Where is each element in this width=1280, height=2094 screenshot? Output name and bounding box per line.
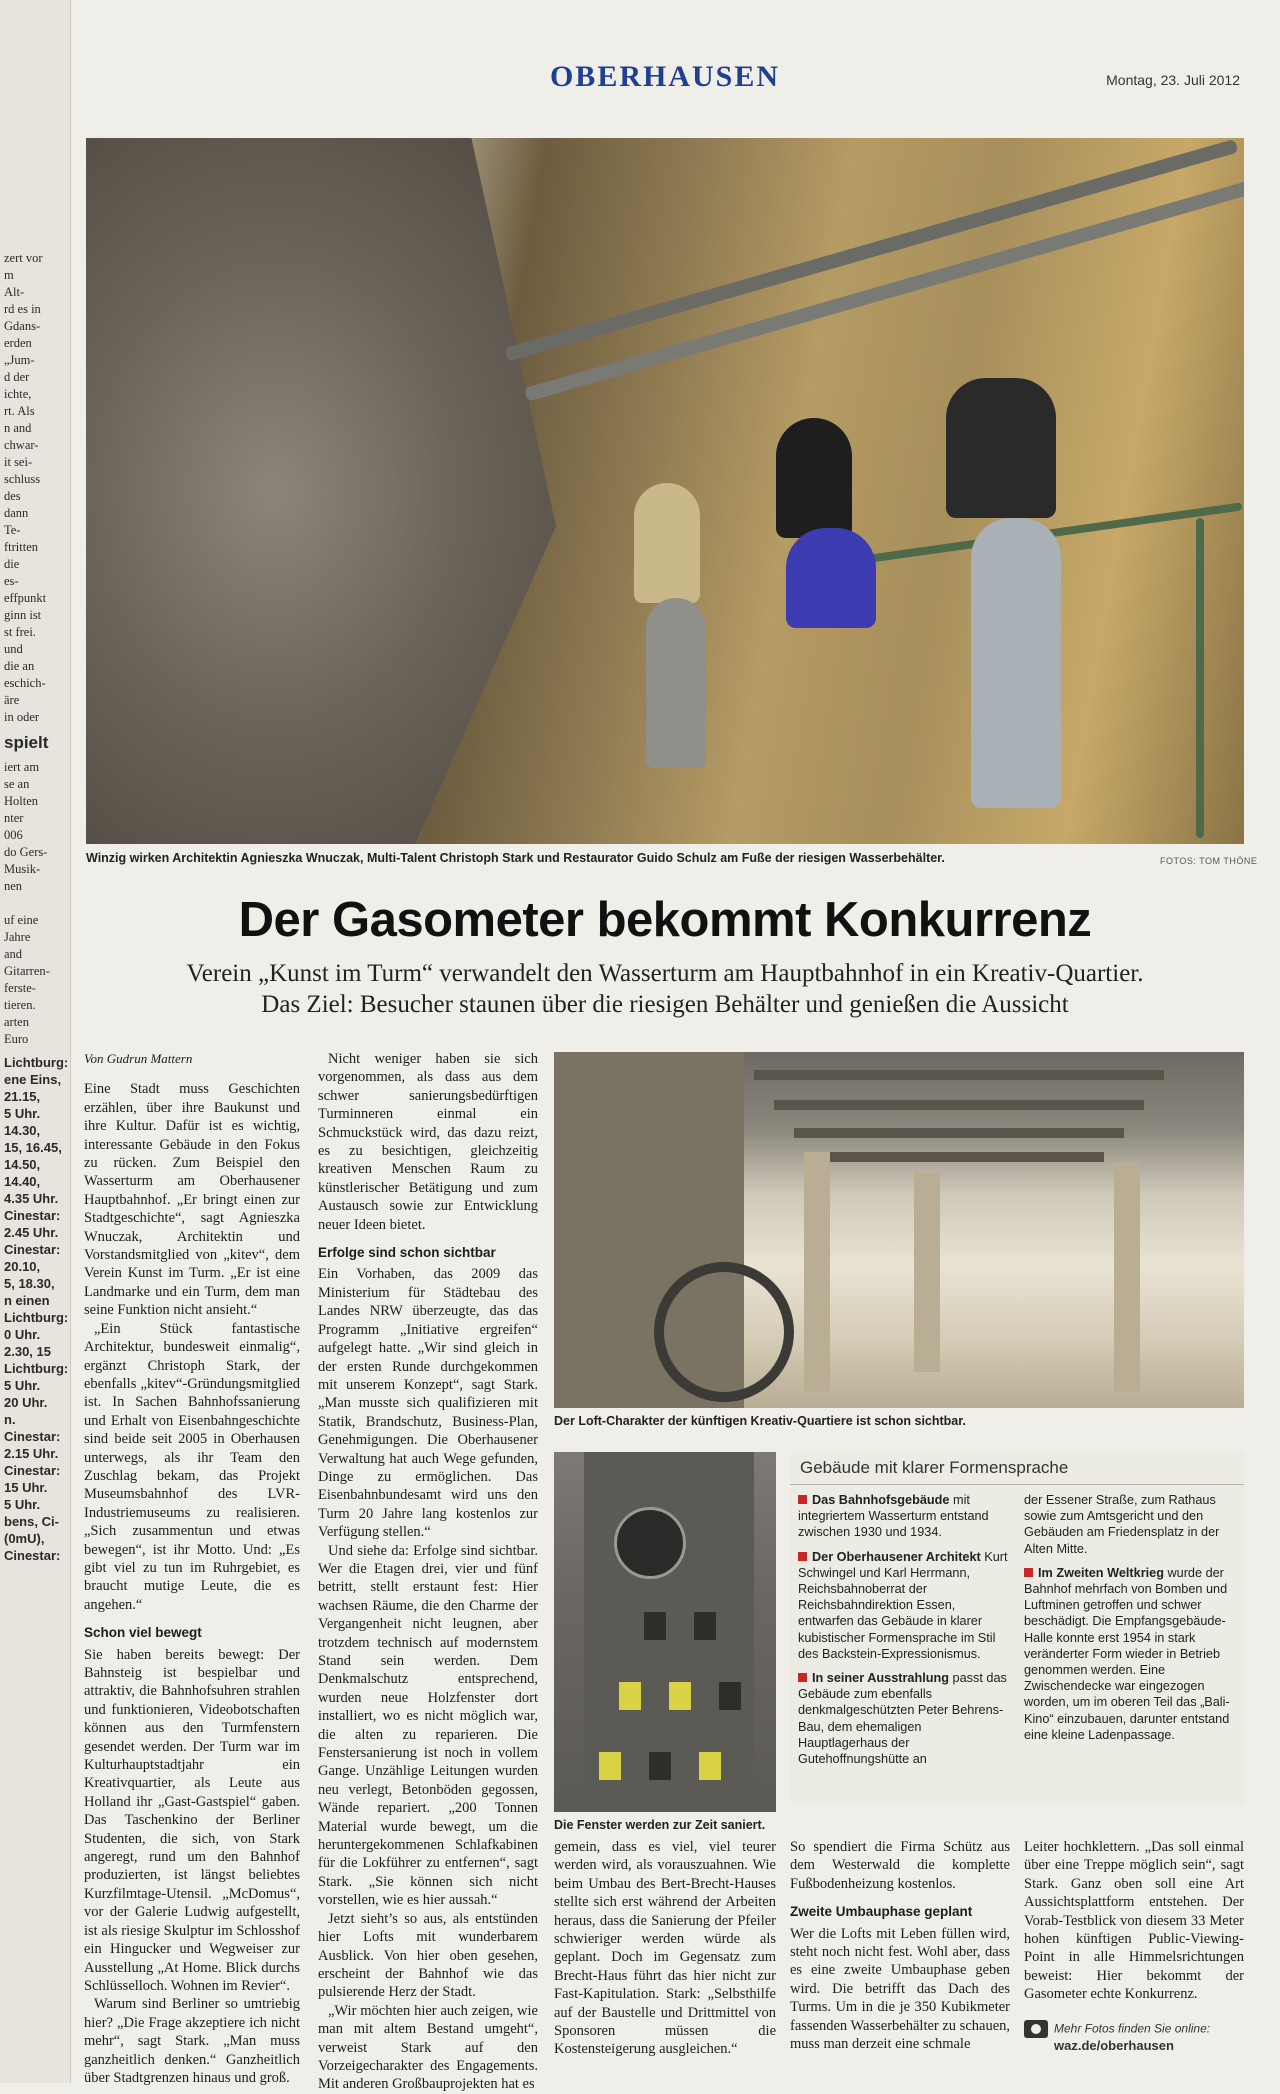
paragraph: Warum sind Berliner so umtriebig hier? „Die Frage akzeptiere ich nicht mehr“, sagt Stark. „Man muss ganzheitlich denken.“ Ganzheitlich über Stadtgrenzen hinaus und groß.: [84, 1996, 300, 2086]
edge-text-fragment: Lichtburg:: [4, 1361, 69, 1376]
edge-text-fragment: nter: [4, 811, 24, 825]
info-column-left: [798, 1492, 1010, 1775]
edge-text-fragment: ftritten: [4, 540, 39, 554]
edge-text-fragment: Te-: [4, 523, 21, 537]
edge-text-fragment: n.: [4, 1412, 16, 1427]
person-agnieszka-legs: [646, 598, 706, 768]
headline: Der Gasometer bekommt Konkurrenz: [238, 893, 1092, 947]
more-photos-label: Mehr Fotos finden Sie online:: [1054, 2021, 1211, 2036]
edge-text-fragment: 4.35 Uhr.: [4, 1191, 59, 1206]
edge-text-fragment: and: [4, 947, 23, 961]
paragraph: Und siehe da: Erfolge sind sichtbar. Wer die Etagen drei, vier und fünf betritt, stellt erstaunt fest: Hier wachsen Räume, die den Charme der Vergangenheit nicht leugnen, aber trotzdem technisch auf modernstem Stand sein werden. Dem Denkmalschutz entsprechend, wurden neue Holzfenster dort installiert, wo es nicht möglich war, die alten zu reparieren. Die Fenstersanierung ist noch in vollem Gange. Unzählige Leitungen wurden neu verlegt, Betonböden gegossen, Wände repariert. „200 Tonnen Material wurde bewegt, um die heruntergekommenen Schlafkabinen für die Lokführer zu entfernen“, sagt Stark. „Sie können sich nicht vorstellen, wie es hier aussah.“: [318, 1542, 538, 1909]
edge-text-fragment: 0 Uhr.: [4, 1327, 41, 1342]
edge-text-fragment: (0mU),: [4, 1531, 45, 1546]
edge-text-fragment: Jahre: [4, 930, 31, 944]
article-column-5: [1024, 1838, 1244, 2004]
camera-icon: [1024, 2020, 1048, 2038]
edge-text-fragment: in oder: [4, 710, 40, 724]
article-column-2: [318, 1050, 538, 2094]
paragraph: „Wir möchten hier auch zeigen, wie man mit altem Bestand umgeht“, verweist Stark auf den Vorzeigecharakter des Engagements. Mit anderen Großbauprojekten hat es: [318, 2002, 538, 2093]
cable-coil-shape: [654, 1262, 794, 1402]
edge-text-fragment: 5 Uhr.: [4, 1497, 41, 1512]
masthead: [80, 60, 1250, 100]
edge-text-fragment: 5 Uhr.: [4, 1106, 41, 1121]
edge-text-fragment: dann: [4, 506, 29, 520]
info-item-text: Kurt Schwingel und Karl Herrmann, Reichsbahnoberrat der Reichsbahndirektion Essen, entwarfen das Gebäude in klarer kubistischer Formensprache im Stil des Backstein-Expressionismus.: [798, 1549, 1008, 1661]
tower-photo-caption: Die Fenster werden zur Zeit saniert.: [554, 1818, 766, 1832]
subhead-line-2: Das Ziel: Besucher staunen über die riesigen Behälter und genießen die Aussicht: [261, 991, 1069, 1018]
edge-text-fragment: Cinestar:: [4, 1548, 61, 1563]
edge-text-fragment: Alt-: [4, 285, 25, 299]
loft-photo-caption: Der Loft-Charakter der künftigen Kreativ-Quartiere ist schon sichtbar.: [554, 1414, 966, 1428]
edge-text-fragment: 20 Uhr.: [4, 1395, 48, 1410]
edge-text-fragment: rt. Als: [4, 404, 35, 418]
person-christoph-trousers: [786, 528, 876, 628]
edge-text-fragment: 21.15,: [4, 1089, 41, 1104]
info-item-title: Der Oberhausener Architekt: [812, 1549, 981, 1564]
edge-text-fragment: Lichtburg:: [4, 1310, 69, 1325]
edge-text-fragment: Cinestar:: [4, 1429, 61, 1444]
paragraph: Jetzt sieht’s so aus, als entstünden hier Lofts mit wunderbarem Ausblick. Von hier oben gesehen, erscheint der Bahnhof wie das pulsierende Herz der Stadt.: [318, 1910, 538, 2001]
person-guido-jeans: [971, 518, 1061, 808]
edge-text-fragment: ichte,: [4, 387, 32, 401]
edge-text-fragment: Cinestar:: [4, 1463, 61, 1478]
article-column-4: [790, 1838, 1010, 2053]
edge-fragments-2: [0, 759, 70, 1048]
edge-text-fragment: es-: [4, 574, 19, 588]
edge-text-fragment: ene Eins,: [4, 1072, 62, 1087]
info-item-title: Im Zweiten Weltkrieg: [1038, 1565, 1164, 1580]
paragraph: Eine Stadt muss Geschichten erzählen, über ihre Baukunst und ihre Kultur. Dafür ist es wichtig, interessante Gebäude in den Fokus zu rücken. Zum Beispiel den Wasserturm am Oberhausener Hauptbahnhof. „Er bringt einen zur Stadtgeschichte“, sagt Agnieszka Wnuczak, Architektin und Vorstandsmitglied von „kitev“, dem Verein Kunst im Turm. „Er ist eine Landmarke und ein Turm, dem man seine Funktion nicht ansieht.“: [84, 1081, 300, 1319]
edge-text-fragment: 2.15 Uhr.: [4, 1446, 59, 1461]
edge-text-fragment: Gitarren-: [4, 964, 50, 978]
edge-text-fragment: chwar-: [4, 438, 39, 452]
edge-text-fragment: arten: [4, 1015, 29, 1029]
section-title: OBERHAUSEN: [549, 60, 781, 93]
subhead: [86, 958, 1244, 1020]
edge-text-fragment: bens, Ci-: [4, 1514, 59, 1529]
paragraph: gemein, dass es viel, viel teurer werden wird, als vorauszuahnen. Wie beim Umbau des Bert-Brecht-Hauses stellte sich erst während der Arbeiten heraus, dass die Sanierung der Pfeiler schwieriger werden würde als geplant. Doch im Gegensatz zum Brecht-Haus führt das hier nicht zur Fast-Kapitulation. Stark: „Selbsthilfe auf der Baustelle und Drittmittel von Sponsoren müssen die Kostensteigerung ausgleichen.“: [554, 1839, 776, 2058]
edge-text-fragment: ginn ist: [4, 608, 42, 622]
edge-text-fragment: 14.40,: [4, 1174, 41, 1189]
edge-text-fragment: Cinestar:: [4, 1242, 61, 1257]
edge-listing: [0, 1054, 70, 1564]
bullet-square-icon: [798, 1495, 807, 1504]
neighbour-column-edge: [0, 0, 71, 2083]
edge-text-fragment: Lichtburg:: [4, 1055, 69, 1070]
edge-text-fragment: do Gers-: [4, 845, 48, 859]
edge-text-fragment: 2.30, 15: [4, 1344, 51, 1359]
edge-text-fragment: Euro: [4, 1032, 29, 1046]
edge-text-fragment: d der: [4, 370, 30, 384]
edge-fragments: [0, 0, 70, 726]
railing-post: [1196, 518, 1204, 838]
water-tank-shape: [86, 138, 556, 844]
edge-text-fragment: 15 Uhr.: [4, 1480, 48, 1495]
edge-text-fragment: rd es in: [4, 302, 41, 316]
edge-text-fragment: effpunkt: [4, 591, 47, 605]
edge-text-fragment: die: [4, 557, 20, 571]
edge-text-fragment: Gdans-: [4, 319, 41, 333]
paragraph: Ein Vorhaben, das 2009 das Ministerium für Städtebau des Landes NRW überzeugte, das das Programm „Initiative ergreifen“ aufgelegt hatte. „Wir sind gleich in der ersten Runde durchgekommen mit unserem Konzept“, sagt Stark. „Man musste sich qualifizieren mit Statik, Brandschutz, Business-Plan, Genehmigungen. Die Oberhausener Verwaltung hat auch Wege gefunden, Dinge zu ermöglichen. Das Eisenbahnbundesamt wird uns den Turm 20 Jahre lang kostenlos zur Verfügung stellen.“: [318, 1266, 538, 1541]
article-column-3: [554, 1838, 776, 2059]
subheading: Erfolge sind schon sichtbar: [318, 1245, 496, 1261]
paragraph: Wer die Lofts mit Leben füllen wird, steht noch nicht fest. Wohl aber, dass es eine zweite Umbauphase geben wird. Die betrifft das Dach des Turms. Um in die je 350 Kubikmeter fassenden Wasserbehälter zu schauen, muss man derzeit eine schmale: [790, 1925, 1010, 2053]
edge-text-fragment: Holten: [4, 794, 39, 808]
edge-text-fragment: se an: [4, 777, 30, 791]
info-item-text: der Essener Straße, zum Rathaus sowie zum Amtsgericht und den Gebäuden am Friedensplatz in der Alten Mitte.: [1024, 1493, 1220, 1556]
edge-text-fragment: uf eine: [4, 913, 39, 927]
info-item-text: mit integriertem Wasserturm entstand zwischen 1930 und 1934.: [798, 1493, 989, 1540]
edge-text-fragment: 006: [4, 828, 23, 842]
paragraph: So spendiert die Firma Schütz aus dem Westerwald die komplette Fußbodenheizung kostenlos.: [790, 1839, 1010, 1892]
info-box-title: Gebäude mit klarer Formensprache: [790, 1452, 1244, 1485]
edge-text-fragment: des: [4, 489, 21, 503]
person-guido-vest: [946, 378, 1056, 518]
edge-text-fragment: erden: [4, 336, 32, 350]
edge-text-fragment: iert am: [4, 760, 40, 774]
paragraph: Nicht weniger haben sie sich vorgenommen, als dass aus dem schwer sanierungsbedürftigen Turminneren einmal ein Schmuckstück wird, das dazu reizt, es zu besichtigen, gleichzeitig kreativen Menschen Raum zu künstlerischer Betätigung und zum Austausch sowie zur Entwicklung neuer Ideen bietet.: [318, 1051, 538, 1233]
edge-text-fragment: Cinestar:: [4, 1208, 61, 1223]
pipe-shape: [524, 179, 1244, 402]
person-agnieszka: [634, 483, 700, 603]
clock-shape: [614, 1507, 686, 1579]
more-photos-link[interactable]: waz.de/oberhausen: [1054, 2038, 1174, 2053]
edge-text-fragment: 2.45 Uhr.: [4, 1225, 59, 1240]
paragraph: Sie haben bereits bewegt: Der Bahnsteig ist bespielbar und attraktiv, die Bahnhofsuhren strahlen und funktionieren, Videobotschaften können aus den Turmfenstern gesendet werden. Der Turm war im Kulturhauptstadtjahr ein Kreativquartier, als Leute aus Holland ihr „Gast-Gastspiel“ gaben. Das Taschenkino der Berliner Studenten, die sich, von Stark angeregt, rund um den Bahnhof produzierten, ist längst beliebtes Kurzfilmtage-Utensil. „McDomus“, vor der Galerie Ludwig aufgestellt, ist als riesige Skulptur im Schlosshof ein Hingucker und Wegweiser zur Ausstellung „At Home. Blick durchs Schlüsselloch. Wohnen im Revier“.: [84, 1646, 300, 1994]
edge-text-fragment: nen: [4, 879, 23, 893]
info-column-right: [1024, 1492, 1236, 1751]
edge-text-fragment: n and: [4, 421, 32, 435]
edge-text-fragment: tieren.: [4, 998, 36, 1012]
info-box: [790, 1452, 1244, 1804]
edge-text-fragment: zert vor: [4, 251, 43, 265]
main-photo: [86, 138, 1244, 844]
edge-text-fragment: Musik-: [4, 862, 41, 876]
subheading: Schon viel bewegt: [84, 1625, 202, 1641]
info-item-text: passt das Gebäude zum ebenfalls denkmalgeschützten Peter Behrens-Bau, dem ehemaligen Hauptlagerhaus der Gutehoffnungshütte an: [798, 1671, 1007, 1767]
edge-text-fragment: und: [4, 642, 23, 656]
info-item-text: wurde der Bahnhof mehrfach von Bomben und Luftminen getroffen und schwer beschädigt. Die Empfangsgebäude-Halle konnte erst 1954 in stark veränderter Form wieder in Betrieb genommen werden. Eine Zwischendecke war eingezogen worden, um im oberen Teil das „Bali-Kino“ einzubauen, darunter entstand eine kleine Ladenpassage.: [1024, 1565, 1230, 1742]
edge-text-fragment: st frei.: [4, 625, 36, 639]
info-item-title: In seiner Ausstrahlung: [812, 1671, 950, 1686]
edge-text-fragment: 5 Uhr.: [4, 1378, 41, 1393]
photo-credit: FOTOS: TOM THÖNE: [1160, 856, 1258, 866]
edge-heading: spielt: [4, 733, 49, 752]
edge-text-fragment: eschich-: [4, 676, 46, 690]
edge-text-fragment: n einen: [4, 1293, 50, 1308]
article-column-1: [84, 1050, 300, 2087]
edge-text-fragment: 14.50,: [4, 1157, 41, 1172]
byline: Von Gudrun Mattern: [84, 1051, 193, 1066]
edge-text-fragment: 15, 16.45,: [4, 1140, 62, 1155]
person-christoph: [776, 418, 852, 538]
pipe-shape: [504, 139, 1238, 362]
edge-text-fragment: 20.10,: [4, 1259, 41, 1274]
edge-text-fragment: die an: [4, 659, 35, 673]
edge-text-fragment: it sei-: [4, 455, 33, 469]
edge-text-fragment: 14.30,: [4, 1123, 41, 1138]
paragraph: Leiter hochklettern. „Das soll einmal über eine Treppe möglich sein“, sagt Stark. Ganz oben soll eine Art Aussichtsplattform entstehen. Der Vorab-Testblick von diesem 33 Meter hohen künftigen Public-Viewing-Point in alle Himmelsrichtungen beweist: Hier bekommt der Gasometer echte Konkurrenz.: [1024, 1839, 1244, 2003]
edge-text-fragment: äre: [4, 693, 20, 707]
subheading: Zweite Umbauphase geplant: [790, 1904, 973, 1920]
main-photo-caption: Winzig wirken Architektin Agnieszka Wnuczak, Multi-Talent Christoph Stark und Restaurator Guido Schulz am Fuße der riesigen Wasserbehälter.: [86, 851, 945, 865]
dateline: Montag, 23. Juli 2012: [1106, 72, 1240, 88]
bullet-square-icon: [798, 1552, 807, 1561]
bullet-square-icon: [1024, 1568, 1033, 1577]
loft-photo: [554, 1052, 1244, 1408]
tower-photo: [554, 1452, 776, 1812]
more-photos-note: [1024, 2020, 1244, 2053]
edge-text-fragment: 5, 18.30,: [4, 1276, 55, 1291]
edge-text-fragment: [0, 895, 70, 912]
paragraph: „Ein Stück fantastische Architektur, bundesweit einmalig“, ergänzt Christoph Stark, der ebenfalls „kitev“-Gründungsmitglied ist. In Sachen Bahnhofssanierung und Erhalt von Eisenbahngeschichte sind beide seit 2005 in Oberhausen unterwegs, als ihr Team den Zuschlag bekam, das Projekt Museumsbahnhof des LVR-Industriemuseums zu realisieren. „Sich zusammentun und etwas bewegen“, ist ihr Motto. Und: „Es gibt viel zu tun im Ruhrgebiet, es braucht mutige Leute, die es angehen.“: [84, 1320, 300, 1613]
edge-text-fragment: ferste-: [4, 981, 36, 995]
subhead-line-1: Verein „Kunst im Turm“ verwandelt den Wasserturm am Hauptbahnhof in ein Kreativ-Quartier.: [186, 960, 1144, 987]
bullet-square-icon: [798, 1673, 807, 1682]
edge-text-fragment: „Jum-: [4, 353, 35, 367]
info-item-title: Das Bahnhofsgebäude: [812, 1493, 950, 1507]
edge-text-fragment: m: [4, 268, 14, 282]
edge-text-fragment: schluss: [4, 472, 41, 486]
